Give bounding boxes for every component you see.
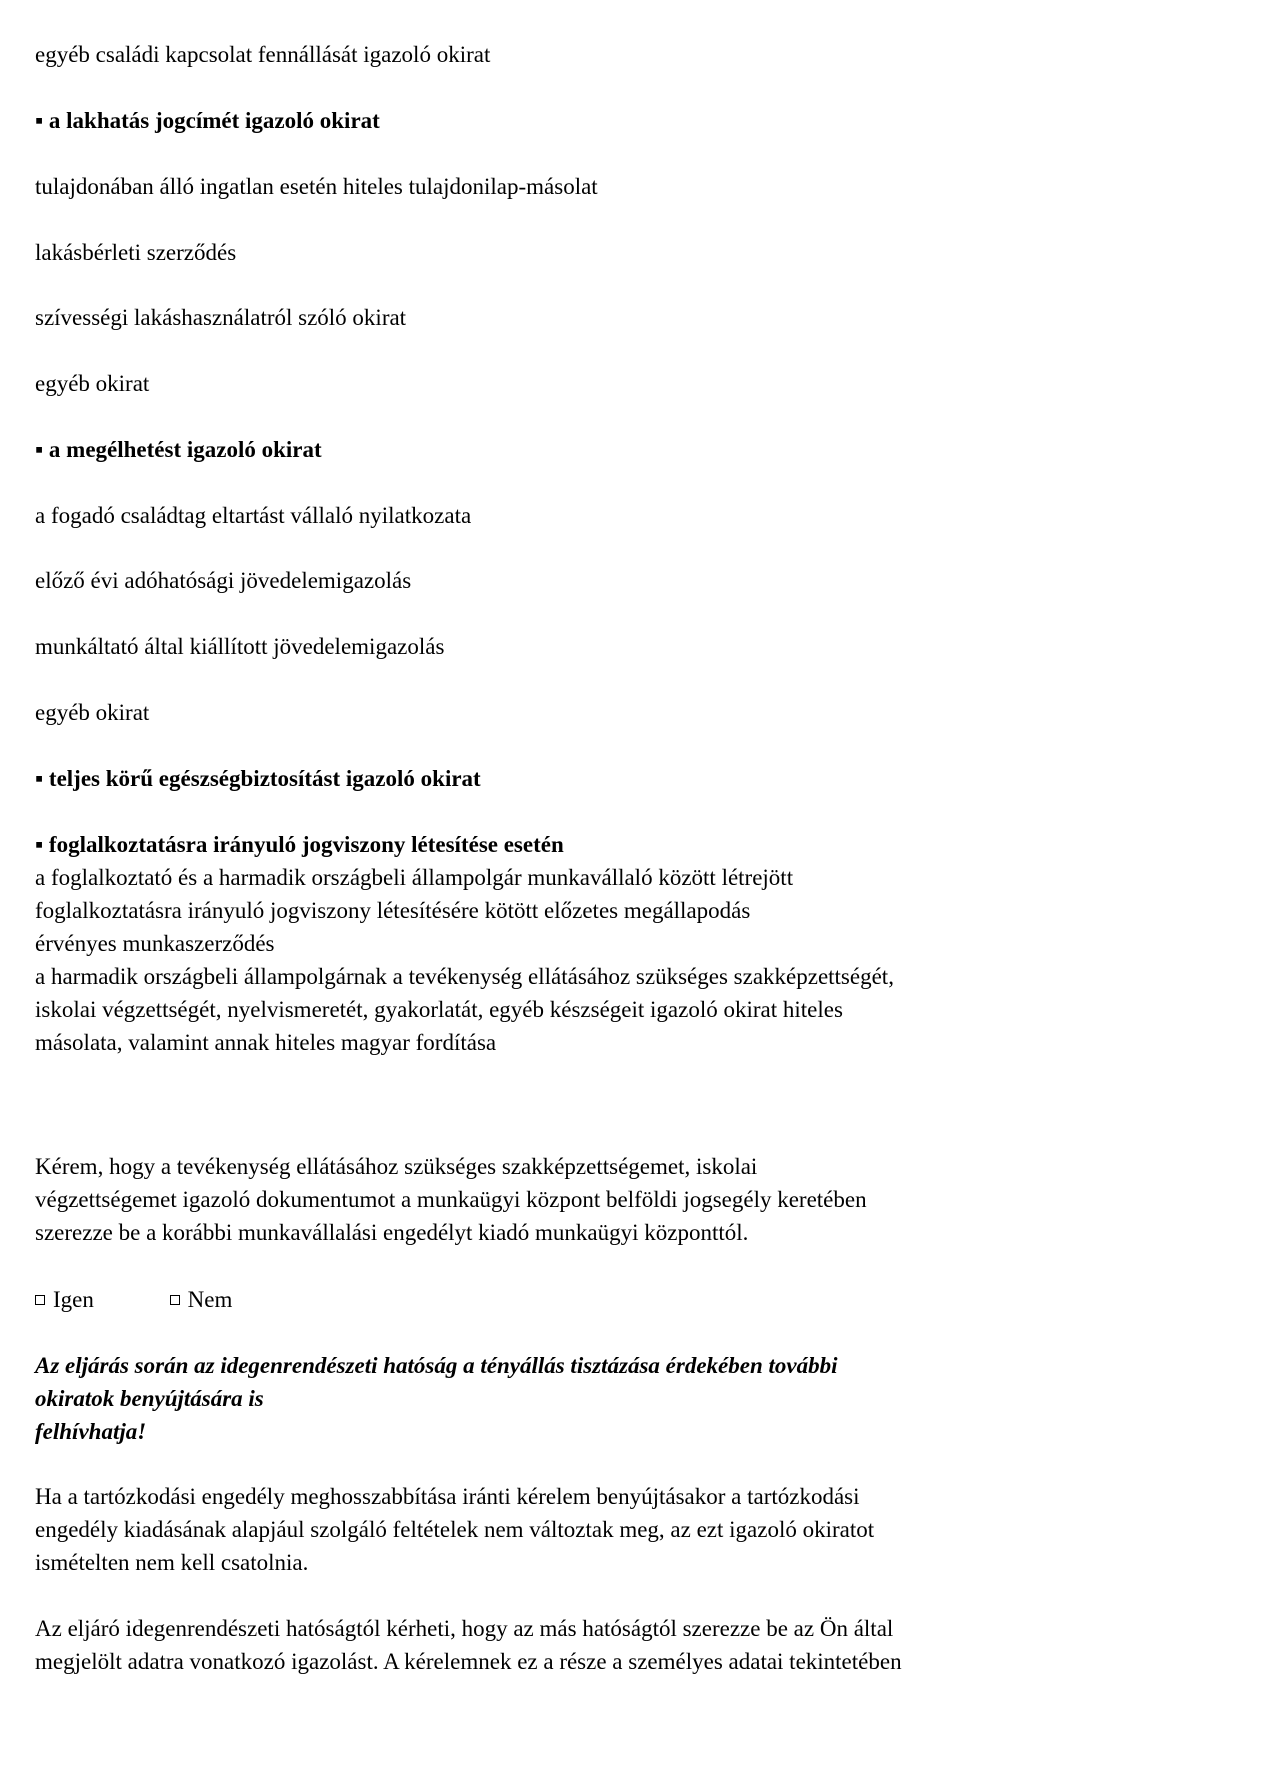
paragraph-line: felhívhatja! [35,1419,147,1444]
paragraph-line: engedély kiadásának alapjául szolgáló feltételek nem változtak meg, az ezt igazoló okiratot [35,1517,875,1542]
paragraph-line: iskolai végzettségét, nyelvismeretét, gyakorlatát, egyéb készségeit igazoló okirat hiteles [35,997,843,1022]
paragraph-line: Az eljárás során az idegenrendészeti hatóság a tényállás tisztázása érdekében további [35,1353,838,1378]
option-yes-label: Igen [53,1287,94,1312]
text-line: tulajdonában álló ingatlan esetén hiteles tulajdonilap-másolat [35,174,598,199]
paragraph-line: megjelölt adatra vonatkozó igazolást. A kérelemnek ez a része a személyes adatai tekintetében [35,1649,902,1674]
text-line: munkáltató által kiállított jövedelemigazolás [35,634,445,659]
paragraph-line: érvényes munkaszerződés [35,931,275,956]
text-line: egyéb okirat [35,371,150,396]
option-no[interactable] [170,1283,233,1316]
option-yes[interactable] [35,1283,94,1316]
paragraph-line: a foglalkoztató és a harmadik országbeli állampolgár munkavállaló között létrejött [35,865,794,890]
text-line: egyéb okirat [35,700,150,725]
warning-paragraph [35,1349,837,1448]
paragraph-line: Kérem, hogy a tevékenység ellátásához szükséges szakképzettségemet, iskolai [35,1154,758,1179]
paragraph-line: Ha a tartózkodási engedély meghosszabbítása iránti kérelem benyújtásakor a tartózkodási [35,1484,860,1509]
employment-paragraph [35,861,894,1059]
paragraph-line: okiratok benyújtására is [35,1386,264,1411]
paragraph-line: másolata, valamint annak hiteles magyar fordítása [35,1030,497,1055]
paragraph-line: végzettségemet igazoló dokumentumot a munkaügyi központ belföldi jogsegély keretében [35,1187,867,1212]
paragraph-line: ismételten nem kell csatolnia. [35,1550,309,1575]
yes-no-options [35,1283,232,1316]
paragraph-line: szerezze be a korábbi munkavállalási engedélyt kiadó munkaügyi központtól. [35,1220,749,1245]
text-line: egyéb családi kapcsolat fennállását igazoló okirat [35,42,491,67]
option-no-label: Nem [187,1287,233,1312]
text-line: lakásbérleti szerződés [35,240,237,265]
section-heading-lakhatas: ▪ a lakhatás jogcímét igazoló okirat [35,108,380,133]
paragraph-line: a harmadik országbeli állampolgárnak a tevékenység ellátásához szükséges szakképzettségét, [35,964,894,989]
text-line: szívességi lakáshasználatról szóló okirat [35,305,407,330]
extension-paragraph [35,1480,874,1579]
text-line: előző évi adóhatósági jövedelemigazolás [35,568,412,593]
text-line: a fogadó családtag eltartást vállaló nyilatkozata [35,503,472,528]
checkbox-yes[interactable] [35,1295,45,1305]
section-heading-foglalkoztatas: ▪ foglalkoztatásra irányuló jogviszony létesítése esetén [35,832,564,857]
paragraph-line: foglalkoztatásra irányuló jogviszony létesítésére kötött előzetes megállapodás [35,898,751,923]
request-paragraph [35,1150,867,1249]
authority-paragraph [35,1612,902,1678]
paragraph-line: Az eljáró idegenrendészeti hatóságtól kérheti, hogy az más hatóságtól szerezze be az Ön által [35,1616,894,1641]
section-heading-egeszseg: ▪ teljes körű egészségbiztosítást igazoló okirat [35,766,481,791]
checkbox-no[interactable] [170,1295,180,1305]
section-heading-megelhetes: ▪ a megélhetést igazoló okirat [35,437,322,462]
